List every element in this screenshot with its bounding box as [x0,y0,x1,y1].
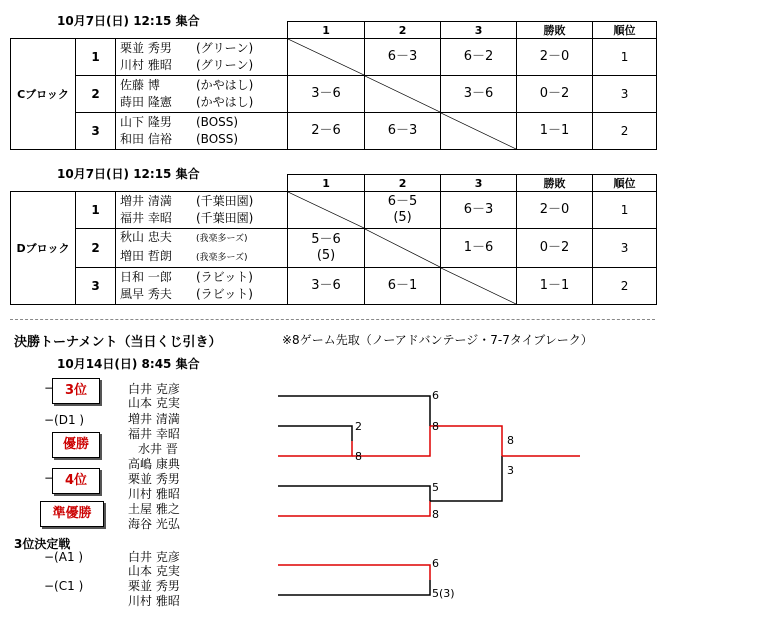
club-name: (グリーン) [196,58,254,72]
bracket-score: 5(3) [432,587,455,600]
row-number: 3 [76,268,116,305]
player-name: 白井 克彦 [128,550,180,564]
player-name: 山本 克実 [128,564,180,578]
player-name: 風早 秀夫 [120,287,172,301]
club-name: (我楽多ーズ) [196,234,248,244]
player-name: 山下 隆男 [120,115,172,129]
club-name: (千葉田園) [196,194,254,208]
win-loss: 1－1 [517,113,593,150]
player-name: 福井 幸昭 [128,427,180,441]
col-header: 2 [365,175,441,192]
row-number: 1 [76,192,116,229]
rank: 2 [593,113,657,150]
third-place-title: 3位決定戦 [14,537,71,551]
player-name: 佐藤 博 [120,78,160,92]
rank: 3 [593,229,657,268]
col-header: 勝敗 [517,175,593,192]
player-name: 増田 哲朗 [120,249,172,263]
rank: 3 [593,76,657,113]
bracket-dash: − [44,471,55,485]
runner-up-box: 準優勝 [40,501,104,527]
win-loss: 0－2 [517,229,593,268]
club-name: (ラビット) [196,287,253,301]
block-label: Dブロック [11,192,76,305]
match-score: 6－3 [365,39,441,76]
player-name: 増井 清満 [128,412,180,426]
player-name: 和田 信裕 [120,132,172,146]
match-score: 6－3 [441,192,517,229]
row-number: 2 [76,229,116,268]
club-name: (ラビット) [196,270,253,284]
player-name: 高嶋 康典 [128,457,180,471]
match-score: 3－6 [441,76,517,113]
winner-box: 優勝 [52,432,100,458]
match-score: 6－2 [441,39,517,76]
player-name: 白井 克彦 [128,382,180,396]
col-header: 1 [288,175,365,192]
win-loss: 1－1 [517,268,593,305]
block-label: Cブロック [11,39,76,150]
bracket-score: 2 [355,420,362,433]
club-name: (BOSS) [196,132,239,146]
bracket-score: 8 [432,420,439,433]
win-loss: 2－0 [517,192,593,229]
rank: 1 [593,39,657,76]
row-number: 1 [76,39,116,76]
club-name: (千葉田園) [196,211,254,225]
tiebreak-score: (5) [316,248,336,263]
match-score: 2－6 [288,113,365,150]
player-name: 栗並 秀男 [128,579,180,593]
rank: 2 [593,268,657,305]
block-c-date: 10月7日(日) 12:15 集合 [57,14,200,28]
player-name: 山本 克実 [128,396,180,410]
col-header: 3 [441,175,517,192]
bracket-score: 3 [507,464,514,477]
third-place-box: 3位 [52,378,100,404]
match-score: 3－6 [288,268,365,305]
final-title: 決勝トーナメント（当日くじ引き） [14,335,222,350]
win-loss: 0－2 [517,76,593,113]
tiebreak-score: (5) [393,210,412,225]
player-name: 川村 雅昭 [128,487,180,501]
col-header: 1 [288,22,365,39]
player-name: 蒔田 隆憲 [120,95,172,109]
player-name: 川村 雅昭 [120,58,172,72]
club-name: (グリーン) [196,41,254,55]
col-header: 順位 [593,22,657,39]
bracket-score: 6 [432,389,439,402]
player-name: 増井 清満 [120,194,172,208]
bracket-score: 8 [432,508,439,521]
rank: 1 [593,192,657,229]
row-number: 2 [76,76,116,113]
player-name: 日和 一郎 [120,270,172,284]
col-header: 順位 [593,175,657,192]
seed-label: −(C1 ) [44,579,84,593]
col-header: 3 [441,22,517,39]
bracket-score: 8 [355,450,362,463]
player-name: 海谷 光弘 [128,517,180,531]
match-score: 3－6 [288,76,365,113]
fourth-place-box: 4位 [52,468,100,494]
match-score: 1－6 [441,229,517,268]
match-score: 6－3 [365,113,441,150]
player-name: 秋山 忠夫 [120,230,172,244]
seed-label: −(A1 ) [44,550,84,564]
row-number: 3 [76,113,116,150]
bracket-score: 5 [432,481,439,494]
score-value: 5－6 [311,232,341,247]
player-name: 川村 雅昭 [128,594,180,608]
match-score: 6－1 [365,268,441,305]
club-name: (我楽多ーズ) [196,253,248,263]
col-header: 勝敗 [517,22,593,39]
score-value: 6－5 [387,194,418,209]
player-name: 栗並 秀男 [120,41,172,55]
bracket-dash: − [44,381,55,395]
block-d-date: 10月7日(日) 12:15 集合 [57,167,200,181]
final-date: 10月14日(日) 8:45 集合 [57,357,200,371]
seed-label: −(D1 ) [44,413,85,427]
player-name: 栗並 秀男 [128,472,180,486]
club-name: (BOSS) [196,115,239,129]
bracket-score: 6 [432,557,439,570]
player-name: 福井 幸昭 [120,211,172,225]
club-name: (かやはし) [196,78,254,92]
win-loss: 2－0 [517,39,593,76]
club-name: (かやはし) [196,95,254,109]
bracket-score: 8 [507,434,514,447]
player-name: 水井 晋 [138,442,178,456]
rules-note: ※8ゲーム先取（ノーアドバンテージ・7-7タイブレーク） [282,333,593,347]
col-header: 2 [365,22,441,39]
player-name: 土屋 雅之 [128,502,180,516]
